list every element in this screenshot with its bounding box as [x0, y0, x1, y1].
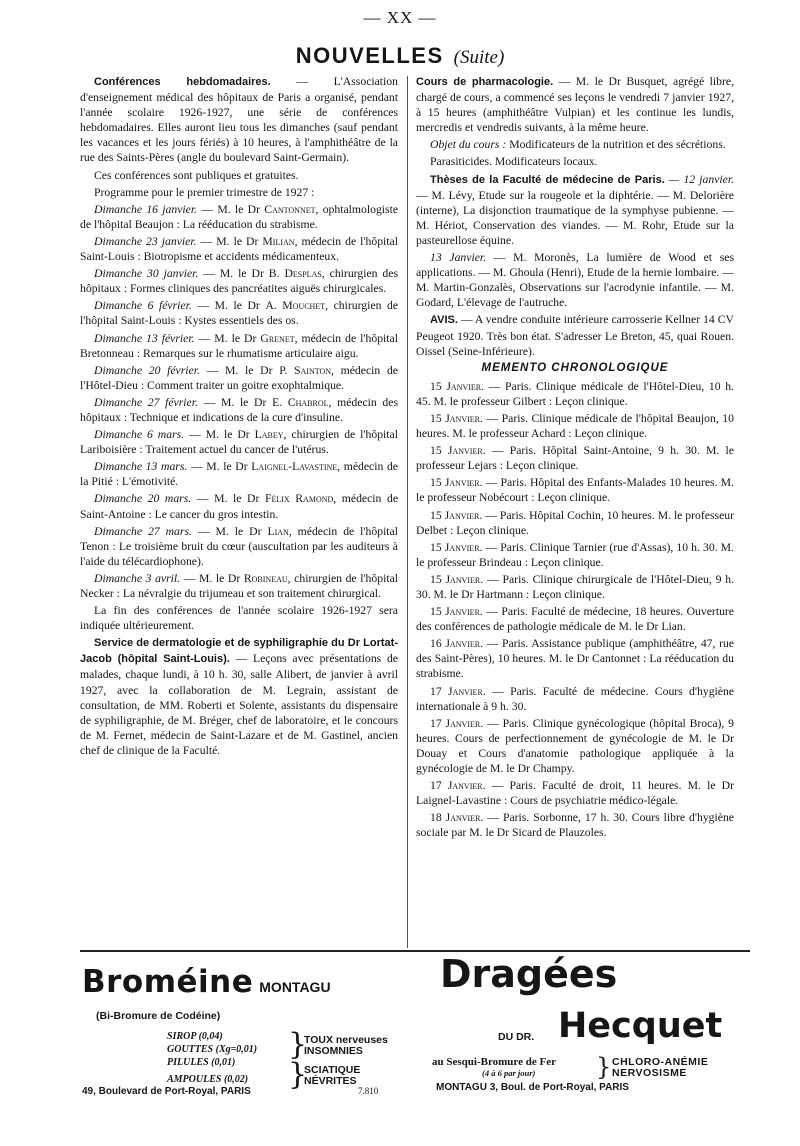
- form-gouttes: GOUTTES (Xg=0,01): [167, 1044, 258, 1055]
- conference-topic: , médecin de Saint-Antoine : Le cancer du gros intestin.: [80, 492, 399, 521]
- conference-date: Dimanche 6 février.: [94, 299, 192, 313]
- conference-topic: , médecin de l'hôpital Tenon : Le troisième bruit du cœur (auscultation par les auditeurs à l'aide du télécardiophone).: [80, 524, 398, 568]
- conference-speaker: Cantonnet: [264, 202, 316, 216]
- ind-insomnies: INSOMNIES: [304, 1045, 363, 1057]
- conference-speaker: Félix Ramond: [264, 492, 334, 506]
- memento-date: 17 Janvier.: [430, 684, 486, 698]
- conference-dr: M. le Dr: [220, 395, 273, 409]
- conference-item: [80, 202, 398, 232]
- bromeine-forms: [167, 1030, 257, 1086]
- conference-sep: —: [198, 267, 220, 281]
- memento-date: 18 Janvier.: [430, 811, 484, 825]
- ind-nevrites: NÉVRITES: [304, 1075, 357, 1087]
- memento-item: [416, 443, 734, 473]
- dragees-dose: (4 à 6 par jour): [482, 1068, 536, 1078]
- bromeine-sub: (Bi-Bromure de Codéine): [96, 1010, 221, 1022]
- conference-topic: , chirurgien de l'hôpital Necker : La névralgie du trijumeau et son traitement chirurgical.: [80, 571, 399, 600]
- conferences-paragraph: [80, 74, 398, 166]
- conference-item: [80, 524, 398, 569]
- memento-item: [416, 604, 734, 634]
- conference-dr: M. le Dr: [217, 202, 265, 216]
- headline-suite: (Suite): [453, 47, 505, 68]
- avis-paragraph: [416, 312, 734, 358]
- memento-date: 16 Janvier.: [430, 637, 484, 651]
- bromeine-address: 49, Boulevard de Port-Royal, PARIS: [82, 1086, 251, 1097]
- conference-speaker: Milian: [262, 234, 295, 248]
- memento-date: 15 Janvier.: [430, 508, 483, 522]
- conference-speaker: E. Chabrol: [272, 395, 329, 409]
- memento-date: 17 Janvier.: [430, 779, 486, 793]
- dragees-line1: au Sesqui-Bromure de Fer: [432, 1056, 556, 1068]
- conference-speaker: P. Sainton: [279, 363, 332, 377]
- pharmacologie-paragraph: [416, 74, 734, 135]
- memento-item: [416, 810, 734, 840]
- memento-date: 15 Janvier.: [430, 476, 483, 490]
- indications-sciatique: [304, 1065, 360, 1087]
- memento-text: — Paris. Hôpital Saint-Antoine, 9 h. 30. M. le professeur Lejars : Leçon clinique.: [416, 444, 734, 473]
- right-column: [416, 74, 734, 843]
- memento-date: 15 Janvier.: [430, 379, 485, 393]
- conference-date: Dimanche 27 mars.: [94, 524, 192, 538]
- conference-date: Dimanche 13 mars.: [94, 460, 188, 474]
- conference-topic: , chirurgien de l'hôpital Lariboisière : Traitement actuel du cancer de l'utérus.: [80, 428, 398, 457]
- conference-sep: —: [191, 524, 216, 538]
- conference-topic: , chirurgien des hôpitaux : Formes cliniques des pancréatites aiguës chirurgicales.: [80, 267, 398, 296]
- page-folio: — XX —: [363, 8, 437, 27]
- bromeine-code: 7.810: [358, 1086, 379, 1096]
- theses-date: — 12 janvier.: [664, 172, 735, 186]
- conference-sep: —: [197, 395, 221, 409]
- conference-dr: M. le Dr: [225, 363, 280, 377]
- memento-text: — Paris. Sorbonne, 17 h. 30. Cours libre d'hygiène sociale par M. le Dr Sicard de Plauzoles.: [416, 811, 734, 840]
- conference-topic: , médecin des hôpitaux : Technique et indications de la cure d'insuline.: [80, 395, 398, 424]
- form-sirop: SIROP (0,04): [167, 1031, 223, 1042]
- conference-dr: M. le Dr: [198, 571, 244, 585]
- public-note: Ces conférences sont publiques et gratuites.: [94, 168, 299, 182]
- ind-nervosisme: NERVOSISME: [612, 1067, 687, 1079]
- theses-heading: Thèses de la Faculté de médecine de Paris.: [430, 173, 665, 186]
- conference-date: Dimanche 30 janvier.: [94, 267, 199, 281]
- ind-chloro: CHLORO-ANÉMIE: [612, 1056, 709, 1068]
- conference-dr: M. le Dr: [214, 492, 265, 506]
- left-column: [80, 74, 398, 760]
- memento-date: 17 Janvier.: [430, 716, 484, 730]
- memento-text: — Paris. Hôpital Cochin, 10 heures. M. le professeur Delbet : Leçon clinique.: [416, 508, 734, 537]
- conferences-heading: Conférences hebdomadaires.: [94, 76, 271, 88]
- dragees-advert: [432, 952, 762, 1128]
- theses13-paragraph: [416, 250, 734, 310]
- conference-sep: —: [194, 331, 215, 345]
- conference-speaker: Labey: [254, 428, 284, 442]
- advert-separator: [80, 950, 750, 952]
- memento-item: [416, 379, 734, 409]
- conference-sep: —: [191, 299, 215, 313]
- conference-date: Dimanche 6 mars.: [94, 428, 185, 442]
- theses-paragraph: [416, 172, 734, 248]
- conference-sep: —: [180, 571, 199, 585]
- bromeine-advert: [82, 958, 402, 1128]
- conference-sep: —: [197, 202, 218, 216]
- objet-text: Modificateurs de la nutrition et des sécrétions.: [506, 138, 726, 152]
- headline-title: NOUVELLES: [295, 43, 444, 68]
- memento-text: — Paris. Hôpital des Enfants-Malades 10 heures. M. le professeur Nobécourt : Leçon clinique.: [416, 476, 734, 505]
- conference-dr: M. le Dr: [205, 428, 255, 442]
- conference-item: [80, 363, 398, 393]
- conference-item: [80, 491, 398, 521]
- memento-text: — Paris. Clinique gynécologique (hôpital Broca), 9 heures. Cours de perfectionnement de gynécologie de M. le Dr Douay et Cours d'anatomie pathologique appliquée à la gynécologie de M. le Dr Champy.: [416, 716, 734, 776]
- conference-sep: —: [199, 363, 225, 377]
- fin-note: La fin des conférences de l'année scolaire 1926-1927 sera indiquée ultérieurement.: [80, 604, 398, 633]
- form-pilules: PILULES (0,01): [167, 1057, 236, 1068]
- service-heading: Service de dermatologie et de syphiligraphie du Dr Lortat-Jacob (hôpital Saint-Louis).: [80, 637, 398, 666]
- objet-paragraph: [416, 137, 734, 152]
- conference-item: [80, 298, 398, 328]
- conference-sep: —: [196, 234, 217, 248]
- memento-date: 15 Janvier.: [430, 411, 483, 425]
- memento-text: — Paris. Clinique médicale de l'hôpital Beaujon, 10 heures. M. le professeur Achard : Leçon clinique.: [416, 411, 734, 441]
- theses-text: — M. Lévy, Etude sur la rougeole et la diphtérie. — M. Delorière (interne), La disjonction traumatique de la symphyse pubienne. — M. Hériot, Conservation des viandes. — M. Rohr, Etude sur la pasteurellose équine.: [416, 188, 734, 247]
- conference-speaker: Lian: [267, 524, 289, 538]
- conference-speaker: Laignel-Lavastine: [251, 460, 338, 474]
- bromeine-brand: Broméine: [82, 964, 254, 1000]
- conference-item: [80, 331, 398, 361]
- conference-dr: M. le Dr: [216, 234, 263, 248]
- memento-heading: MEMENTO CHRONOLOGIQUE: [481, 361, 669, 374]
- conference-date: Dimanche 20 février.: [94, 363, 200, 377]
- conference-speaker: B. Desplas: [268, 267, 322, 281]
- conference-item: [80, 234, 398, 264]
- memento-date: 15 Janvier.: [430, 444, 486, 458]
- conference-date: Dimanche 13 février.: [94, 331, 195, 345]
- theses13-date: 13 Janvier.: [430, 251, 487, 265]
- memento-item: [416, 636, 734, 681]
- conferences-text: — L'Association d'enseignement médical des hôpitaux de Paris a organisé, pendant l'année scolaire 1926-1927, une série de conférences hebdomadaires. Elles auront lieu tous les dimanches (sauf pendant les vacances et les jours fériés) à 10 heures, à l'amphithéâtre de la rue des Saints-Pères (angle du boulevard Saint-Germain).: [80, 75, 398, 165]
- ind-sciatique: SCIATIQUE: [304, 1064, 361, 1076]
- memento-item: [416, 540, 734, 570]
- memento-list: [416, 379, 734, 841]
- pharmacologie-heading: Cours de pharmacologie.: [416, 76, 554, 88]
- memento-date: 15 Janvier.: [430, 540, 483, 554]
- memento-date: 15 Janvier.: [430, 572, 484, 586]
- memento-text: — Paris. Faculté de médecine, 18 heures. Ouverture des conférences de pathologie médicale de M. le Dr Lian.: [416, 605, 734, 634]
- conference-sep: —: [184, 428, 206, 442]
- memento-text: — Paris. Faculté de droit, 11 heures. M. le Dr Laignel-Lavastine : Cours de psychiatrie médico-légale.: [416, 779, 734, 808]
- theses13-text: — M. Moronès, La lumière de Wood et ses applications. — M. Ghoula (Henri), Etude de la hernie lombaire. — M. Martin-Gonzalès, Observations sur l'acrodynie infantile. — M. Godard, L'élevage de l'autruche.: [416, 251, 734, 310]
- form-ampoules: AMPOULES (0,02): [167, 1074, 249, 1085]
- conference-item: [80, 459, 398, 489]
- conference-item: [80, 571, 398, 601]
- conference-dr: M. le Dr: [215, 524, 268, 538]
- memento-text: — Paris. Clinique Tarnier (rue d'Assas), 10 h. 30. M. le professeur Brindeau : Leçon clinique.: [416, 540, 734, 569]
- conference-speaker: A. Mouchet: [265, 299, 326, 313]
- brace-icon: }: [596, 1053, 612, 1081]
- memento-item: [416, 778, 734, 808]
- conference-list: [80, 202, 398, 601]
- conference-date: Dimanche 3 avril.: [94, 571, 181, 585]
- conference-topic: , chirurgien de l'hôpital Saint-Louis : Kystes essentiels des os.: [80, 299, 399, 328]
- dragees-address: MONTAGU 3, Boul. de Port-Royal, PARIS: [436, 1082, 629, 1093]
- conference-date: Dimanche 27 février.: [94, 395, 198, 409]
- conference-date: Dimanche 16 janvier.: [94, 202, 198, 216]
- conference-dr: M. le Dr: [214, 299, 266, 313]
- conference-item: [80, 395, 398, 425]
- service-text: — Leçons avec présentations de malades, chaque lundi, à 10 h. 30, salle Alibert, de janvier à avril 1927, avec la collaboration de M. Legrain, assistant de consultation, de MM. Roberti et Solente, assistants du dispensaire de syphiligraphie, de M. Bréger, chef de laboratoire, et le concours de M. Fernet, médecin de Saint-Lazare et de M. Gastinel, ancien chef de clinique de la Faculté.: [80, 652, 398, 757]
- pharmacologie-text: — M. le Dr Busquet, agrégé libre, chargé de cours, a commencé ses leçons le vendredi 7 janvier 1927, à 15 heures (amphithéâtre Vulpian) et les continue les lundis, mercredis et vendredis suivants, à la même heure.: [416, 75, 735, 135]
- memento-text: — Paris. Assistance publique (amphithéâtre, 47, rue des Saint-Pères), 10 heures. M. le Dr Cantonnet : La rééducation du strabisme.: [416, 637, 734, 681]
- memento-item: [416, 684, 734, 714]
- column-divider: [407, 76, 408, 948]
- memento-item: [416, 411, 734, 441]
- parasiticides-line: Parasiticides. Modificateurs locaux.: [430, 155, 598, 169]
- dragees-hecquet: Hecquet: [558, 1006, 723, 1046]
- service-paragraph: [80, 635, 398, 758]
- conference-date: Dimanche 23 janvier.: [94, 234, 197, 248]
- avis-heading: AVIS.: [430, 314, 458, 327]
- conference-topic: , médecin de l'hôpital Bretonneau : Remarques sur le rhumatisme articulaire aigu.: [80, 331, 398, 360]
- brace-icon: }: [288, 1027, 308, 1062]
- conference-date: Dimanche 20 mars.: [94, 492, 192, 506]
- memento-item: [416, 475, 734, 505]
- memento-date: 15 Janvier.: [430, 605, 483, 619]
- brace-icon: }: [288, 1057, 308, 1092]
- conference-topic: , ophtalmologiste de l'hôpital Beaujon : La rééducation du strabisme.: [80, 202, 399, 231]
- conference-sep: —: [191, 492, 215, 506]
- memento-text: — Paris. Faculté de médecine. Cours d'hygiène internationale à 9 h. 30.: [416, 684, 734, 713]
- section-headline: [0, 43, 800, 69]
- conference-speaker: Grenet: [260, 331, 295, 345]
- avis-text: — A vendre conduite intérieure carrosserie Kellner 14 CV Peugeot 1920. Très bon état. S'adresser Le Breton, 45, quai Rouen. Oissel (Seine-Inférieure).: [416, 313, 734, 358]
- dragees-du: DU DR.: [498, 1031, 535, 1043]
- dragees-indications: [612, 1057, 708, 1079]
- conference-topic: , médecin de l'hôpital Saint-Louis : Biotropisme et accidents médicamenteux.: [80, 234, 398, 264]
- conference-topic: , médecin de la Pitié : L'émotivité.: [80, 460, 398, 489]
- conference-dr: M. le Dr: [206, 460, 252, 474]
- conference-item: [80, 427, 398, 457]
- conference-speaker: Robineau: [243, 571, 288, 585]
- conference-dr: M. le Dr: [214, 331, 261, 345]
- indications-toux: [304, 1035, 388, 1057]
- conference-topic: , médecin de l'Hôtel-Dieu : Comment traiter un goitre exophtalmique.: [80, 363, 398, 392]
- conference-dr: M. le Dr: [219, 267, 269, 281]
- memento-text: — Paris. Clinique médicale de l'Hôtel-Dieu, 10 h. 45. M. le professeur Gilbert : Leçon clinique.: [416, 379, 734, 408]
- memento-text: — Paris. Clinique chirurgicale de l'Hôtel-Dieu, 9 h. 30. M. le Dr Hartmann : Leçon clinique.: [416, 572, 734, 601]
- conference-sep: —: [187, 460, 207, 474]
- ind-toux: TOUX nerveuses: [304, 1034, 388, 1046]
- dragees-brand: Dragées: [440, 952, 618, 996]
- programme-line: Programme pour le premier trimestre de 1927 :: [94, 185, 315, 199]
- objet-label: Objet du cours :: [430, 138, 507, 152]
- memento-item: [416, 572, 734, 602]
- bromeine-montagu: MONTAGU: [259, 979, 331, 995]
- conference-item: [80, 266, 398, 296]
- memento-item: [416, 508, 734, 538]
- memento-item: [416, 716, 734, 776]
